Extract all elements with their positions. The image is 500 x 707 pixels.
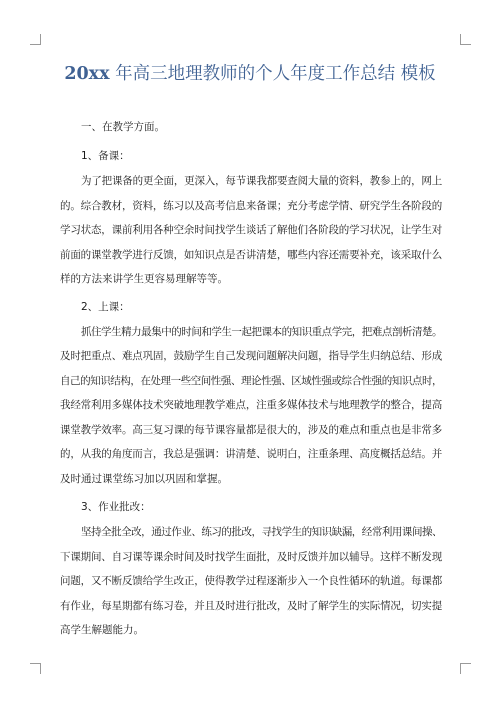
text-line: 的。综合教材，资料，练习以及高考信息来备课；充分考虑学情、研究学生各阶段的 — [60, 199, 442, 212]
document-title — [0, 62, 500, 86]
crop-mark-top-right — [460, 34, 471, 45]
text-line: 的，从我的角度而言，我总是强调：讲清楚、说明白，注重条理、高度概括总结。并 — [60, 448, 442, 460]
paragraph-homework — [60, 520, 442, 643]
crop-mark-bottom-right — [460, 663, 471, 674]
subsection-heading-class: 2、上课： — [81, 300, 130, 313]
subsection-heading-homework: 3、作业批改： — [81, 501, 151, 513]
text-line: 学习状态，课前利用各种空余时间找学生谈话了解他们各阶段的学习状况，让学生对 — [60, 224, 442, 236]
text-line: 有作业，每星期都有练习卷，并且及时进行批改，及时了解学生的实际情况，切实提 — [60, 599, 442, 612]
document-body — [60, 114, 442, 643]
section-heading: 一、在教学方面。 — [81, 121, 165, 133]
paragraph-prep — [60, 169, 442, 292]
subsection-heading-prep: 1、备课： — [81, 150, 130, 162]
text-line: 为了把课备的更全面，更深入，每节课我都要查阅大量的资料，教参上的，网上 — [81, 175, 442, 187]
crop-mark-top-left — [30, 34, 41, 45]
crop-mark-bottom-left — [30, 663, 41, 674]
title-text: 年高三地理教师的个人年度工作总结 模板 — [109, 64, 436, 84]
text-line: 抓住学生精力最集中的时间和学生一起把课本的知识重点学完，把难点剖析清楚。 — [81, 325, 442, 338]
text-line: 及时通过课堂练习加以巩固和掌握。 — [60, 472, 228, 485]
text-line: 及时把重点、难点巩固，鼓励学生自己发现问题解决问题，指导学生归纳总结、形成 — [60, 350, 442, 362]
text-line: 下课期间、自习课等课余时间及时找学生面批，及时反馈并加以辅导。这样不断发现 — [60, 550, 442, 563]
text-line: 问题，又不断反馈给学生改正，使得教学过程逐渐步入一个良性循环的轨道。每课都 — [60, 575, 442, 587]
text-line: 高学生解题能力。 — [60, 624, 144, 636]
text-line: 坚持全批全改，通过作业、练习的批改，寻找学生的知识缺漏，经常利用课间操、 — [81, 526, 442, 538]
text-line: 我经常利用多媒体技术突破地理教学难点，注重多媒体技术与地理教学的整合，提高 — [60, 399, 442, 411]
text-line: 前面的课堂教学进行反馈，如知识点是否讲清楚，哪些内容还需要补充，该采取什么 — [60, 248, 442, 261]
paragraph-class — [60, 320, 442, 492]
text-line: 课堂教学效率。高三复习课的每节课容量都是很大的，涉及的难点和重点也是非常多 — [60, 423, 442, 436]
text-line: 自己的知识结构，在处理一些空间性强、理论性强、区域性强或综合性强的知识点时， — [60, 374, 442, 387]
text-line: 样的方法来讲学生更容易理解等等。 — [60, 273, 228, 285]
title-prefix: 20xx — [64, 64, 110, 84]
